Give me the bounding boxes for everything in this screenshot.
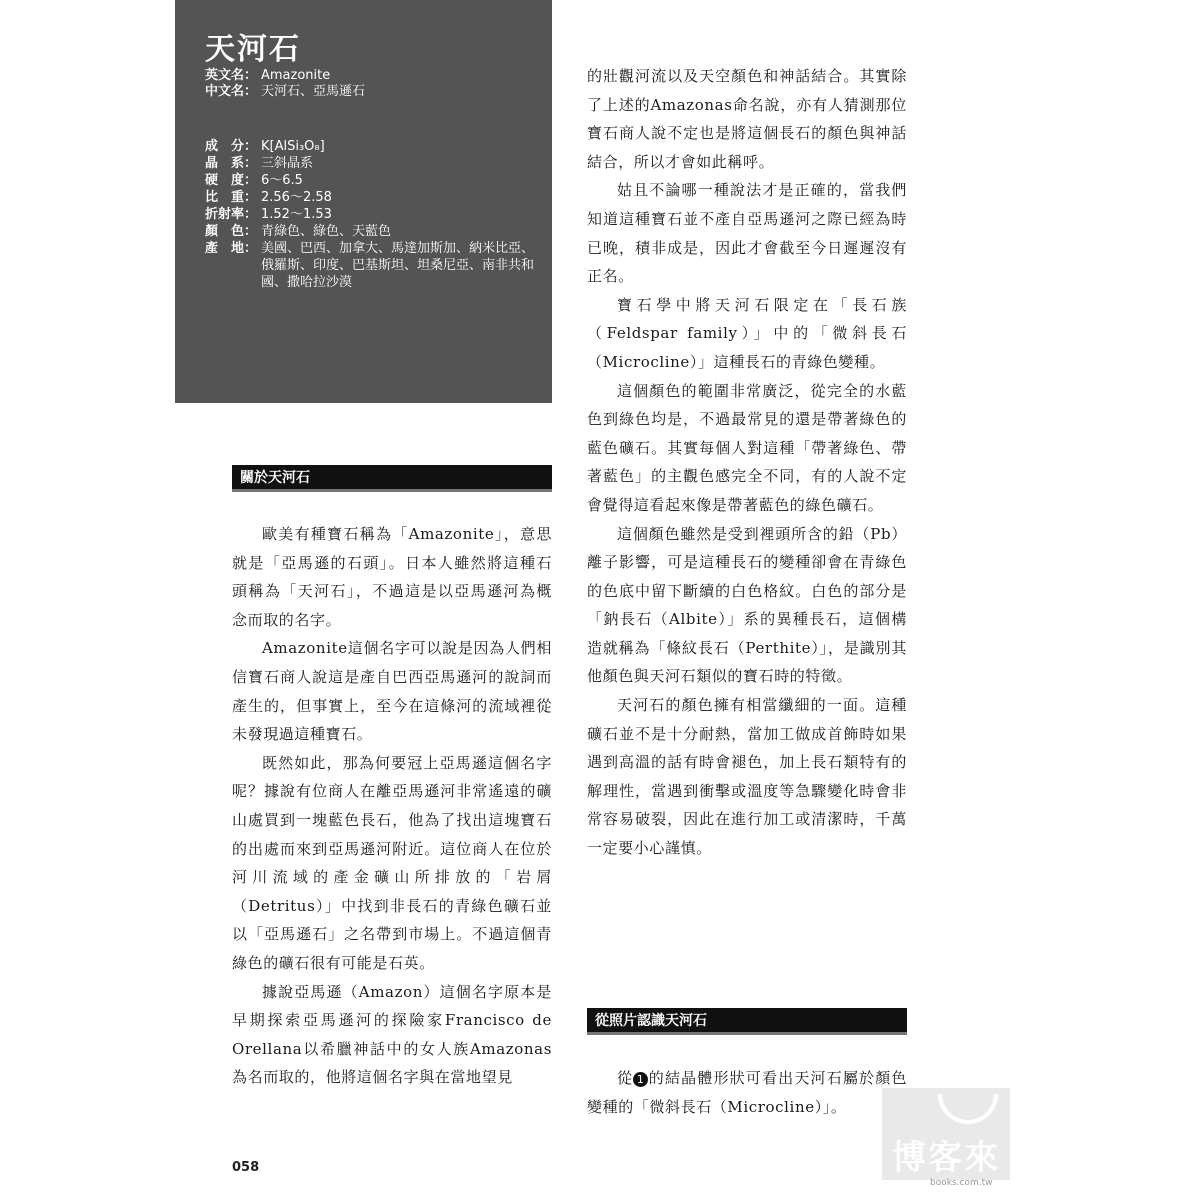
section-heading-photo: 從照片認識天河石 [587, 1008, 907, 1035]
property-list [205, 138, 535, 291]
property-row [205, 223, 535, 240]
property-label: 晶 系： [205, 156, 258, 171]
chinese-name-value: 天河石、亞馬遜石 [261, 84, 366, 99]
section-heading-about: 關於天河石 [232, 465, 552, 492]
watermark-url: books.com.tw [930, 1178, 993, 1188]
property-row [205, 172, 535, 189]
paragraph: 這個顏色的範圍非常廣泛，從完全的水藍色到綠色均是，不過最常見的還是帶著綠色的藍色礦石。其實每個人對這種「帶著綠色、帶著藍色」的主觀色感完全不同，有的人說不定會覺得這看起來像是帶著藍色的綠色礦石。 [587, 381, 907, 514]
english-name-value: Amazonite [261, 68, 331, 83]
gem-title: 天河石 [205, 32, 301, 67]
property-row [205, 240, 535, 291]
property-value: K[AlSi₃O₈] [261, 139, 325, 154]
english-name-label: 英文名： [205, 68, 258, 83]
property-label: 成 分： [205, 139, 258, 154]
property-value: 美國、巴西、加拿大、馬達加斯加、納米比亞、俄羅斯、印度、巴基斯坦、坦桑尼亞、南非共和國、撒哈拉沙漠 [261, 241, 535, 290]
paragraph [587, 1064, 907, 1121]
figure-number-marker: 1 [633, 1072, 648, 1087]
text-after-marker: 的結晶體形狀可看出天河石屬於顏色變種的「微斜長石（Microcline）」。 [587, 1069, 907, 1116]
property-value: 三斜晶系 [261, 156, 314, 171]
right-column-body [587, 62, 907, 863]
paragraph: 歐美有種寶石稱為「Amazonite」，意思就是「亞馬遜的石頭」。日本人雖然將這種石頭稱為「天河石」，不過這是以亞馬遜河為概念而取的名字。 [232, 525, 552, 629]
page-number: 058 [232, 1160, 260, 1175]
paragraph: 的壯觀河流以及天空顏色和神話結合。其實除了上述的Amazonas命名說，亦有人猜測那位寶石商人說不定也是將這個長石的顏色與神話結合，所以才會如此稱呼。 [587, 67, 907, 171]
property-label: 折射率： [205, 207, 258, 222]
property-label: 產 地： [205, 241, 258, 256]
paragraph: 既然如此，那為何要冠上亞馬遜這個名字呢？據說有位商人在離亞馬遜河非常遙遠的礦山處買到一塊藍色長石，他為了找出這塊寶石的出處而來到亞馬遜河附近。這位商人在位於河川流域的產金礦山所排放的「岩屑（Detritus）」中找到非長石的青綠色礦石並以「亞馬遜石」之名帶到市場上。不過這個青綠色的礦石很有可能是石英。 [232, 753, 552, 972]
property-value: 1.52～1.53 [261, 207, 332, 222]
property-row [205, 206, 535, 223]
paragraph: 據說亞馬遜（Amazon）這個名字原本是早期探索亞馬遜河的探險家Francisco de Orellana以希臘神話中的女人族Amazonas為名而取的，他將這個名字與在當地望見 [232, 982, 552, 1087]
property-value: 2.56～2.58 [261, 190, 332, 205]
watermark-logo [882, 1088, 1010, 1180]
chinese-name-label: 中文名： [205, 84, 258, 99]
property-label: 比 重： [205, 190, 258, 205]
name-block [205, 68, 365, 100]
property-value: 6～6.5 [261, 173, 303, 188]
property-label: 硬 度： [205, 173, 258, 188]
smile-icon [938, 1094, 998, 1124]
info-box [175, 0, 552, 403]
paragraph: 天河石的顏色擁有相當纖細的一面。這種礦石並不是十分耐熱，當加工做成首飾時如果遇到高溫的話有時會褪色，加上長石類特有的解理性，當遇到衝擊或溫度等急驟變化時會非常容易破裂，因此在進行加工或清潔時，千萬一定要小心謹慎。 [587, 696, 907, 858]
chinese-name-row [205, 84, 365, 100]
property-label: 顏 色： [205, 224, 258, 239]
property-row [205, 155, 535, 172]
property-row [205, 138, 535, 155]
paragraph: Amazonite這個名字可以說是因為人們相信寶石商人說這是產自巴西亞馬遜河的說詞而產生的，但事實上，至今在這條河的流域裡從未發現過這種寶石。 [232, 639, 552, 744]
english-name-row [205, 68, 365, 84]
property-row [205, 189, 535, 206]
paragraph: 姑且不論哪一種說法才是正確的，當我們知道這種寶石並不產自亞馬遜河之際已經為時已晚，積非成是，因此才會截至今日遲遲沒有正名。 [587, 181, 907, 286]
paragraph: 寶石學中將天河石限定在「長石族（Feldspar family）」中的「微斜長石（Microcline）」這種長石的青綠色變種。 [587, 295, 907, 371]
left-column-body [232, 520, 552, 1092]
photo-section-body [587, 1064, 907, 1121]
property-value: 青綠色、綠色、天藍色 [261, 224, 392, 239]
text-before-marker: 從 [617, 1069, 634, 1087]
watermark-text: 博客來 [892, 1138, 1000, 1178]
paragraph: 這個顏色雖然是受到裡頭所含的鉛（Pb）離子影響，可是這種長石的變種卻會在青綠色的色底中留下斷續的白色格紋。白色的部分是「鈉長石（Albite）」系的異種長石，這個構造就稱為「條紋長石（Perthite）」，是識別其他顏色與天河石類似的寶石時的特徵。 [587, 524, 907, 686]
